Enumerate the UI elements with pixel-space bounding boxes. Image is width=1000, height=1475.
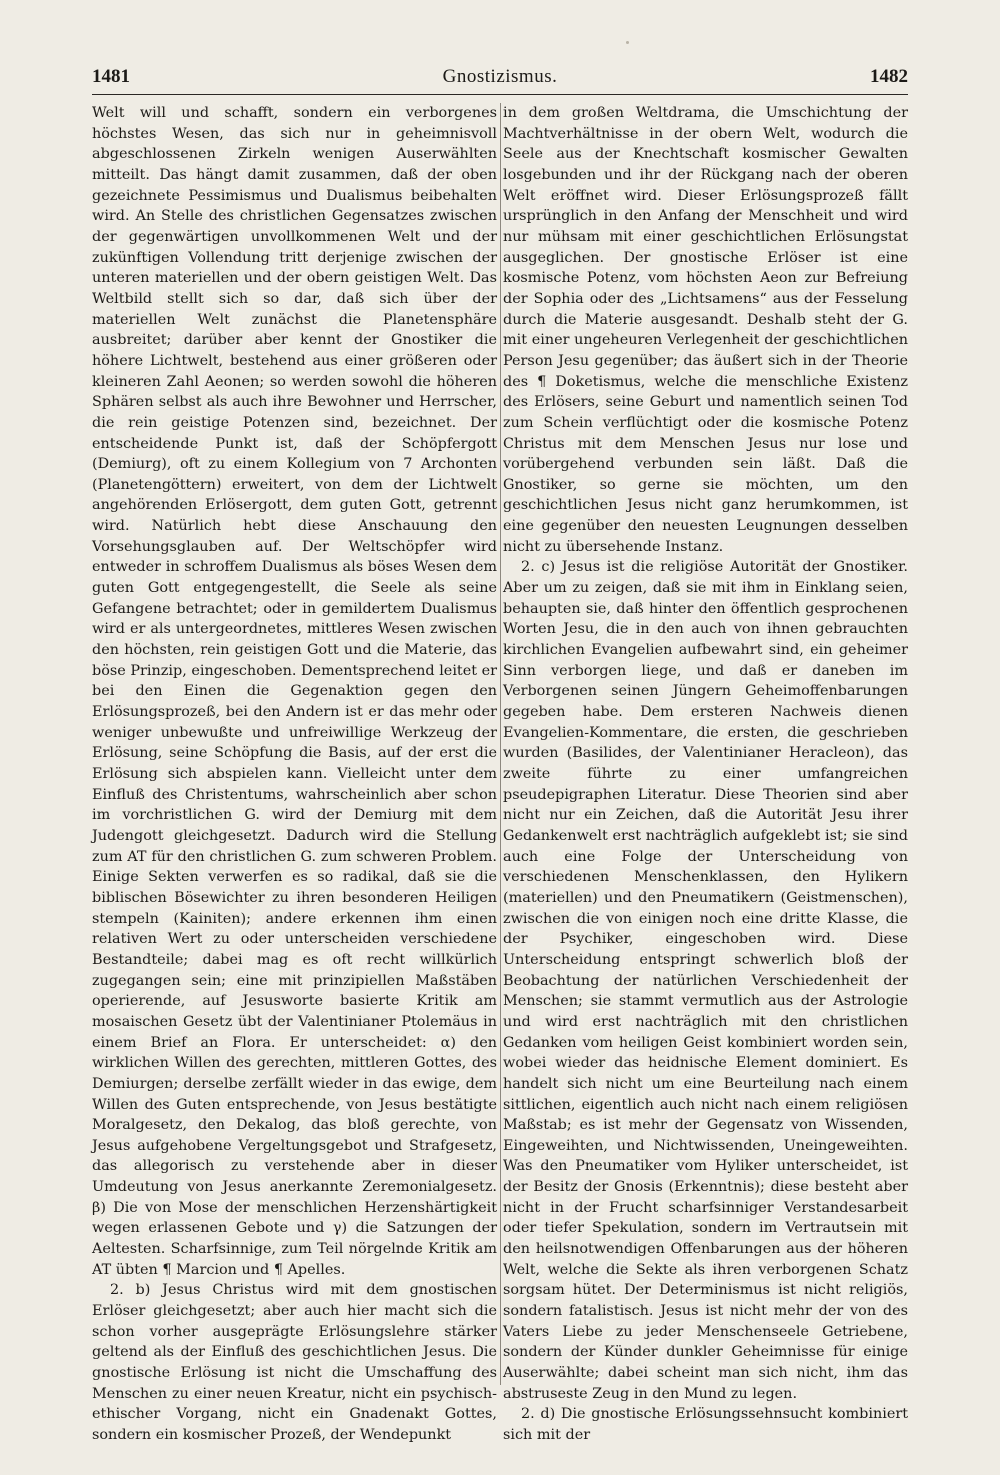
right-column bbox=[503, 103, 908, 1443]
right-paragraph-1: in dem großen Weltdrama, die Umschichtung der Machtverhältnisse in der obern Welt, wodurch die Seele aus der Knechtschaft kosmischer Gewalten losgebunden und ihr der Rückgang nach der oberen Welt eröffnet wird. Dieser Erlösungsprozeß fällt ursprünglich in den Anfang der Menschheit und wird nur mühsam mit einer geschichtlichen Erlösungstat ausgeglichen. Der gnostische Erlöser ist eine kosmische Potenz, vom höchsten Aeon zur Befreiung der Sophia oder des „Lichtsamens“ aus der Fesselung durch die Materie ausgesandt. Deshalb steht der G. mit einer ungeheuren Verlegenheit der geschichtlichen Person Jesu gegenüber; das äußert sich in der Theorie des ¶ Doketismus, welche die menschliche Existenz des Erlösers, seine Geburt und namentlich seinen Tod zum Schein verflüchtigt oder die kosmische Potenz Christus mit dem Menschen Jesus nur lose und vorübergehend verbunden sein läßt. Daß die Gnostiker, so gerne sie möchten, um den geschichtlichen Jesus nicht ganz herumkommen, ist eine gegenüber den neuesten Leugnungen desselben nicht zu übersehende Instanz. bbox=[503, 105, 908, 555]
right-paragraph-2: 2. c) Jesus ist die religiöse Autorität der Gnostiker. Aber um zu zeigen, daß sie mit ihm in Einklang seien, behaupten sie, daß hinter den öffentlich gesprochenen Worten Jesu, die in den auch von ihnen gebrauchten kirchlichen Evangelien aufbewahrt sind, ein geheimer Sinn verborgen liege, und daß er daneben im Verborgenen seinen Jüngern Geheimoffenbarungen gegeben habe. Dem ersteren Nachweis dienen Evangelien-Kommentare, die ersten, die geschrieben wurden (Basilides, der Valentinianer Heracleon), das zweite führte zu einer umfangreichen pseudepigraphen Literatur. Diese Theorien sind aber nicht nur ein Zeichen, daß die Autorität Jesu ihrer Gedankenwelt erst nachträglich aufgeklebt ist; sie sind auch eine Folge der Unterscheidung von verschiedenen Menschenklassen, den Hylikern (materiellen) und den Pneumatikern (Geistmenschen), zwischen die von einigen noch eine dritte Klasse, die der Psychiker, eingeschoben wird. Diese Unterscheidung entspringt schwerlich bloß der Beobachtung der natürlichen Verschiedenheit der Menschen; sie stammt vermutlich aus der Astrologie und wird erst nachträglich mit den christlichen Gedanken vom heiligen Geist kombiniert worden sein, wobei wieder das heidnische Element dominiert. Es handelt sich nicht um eine Beurteilung nach einem sittlichen, eigentlich auch nicht nach einem religiösen Maßstab; es ist mehr der Gegensatz von Wissenden, Eingeweihten, und Nichtwissenden, Uneingeweihten. Was den Pneumatiker vom Hyliker unterscheidet, ist der Besitz der Gnosis (Erkenntnis); diese besteht aber nicht in der Frucht scharfsinniger Verstandesarbeit oder tiefer Spekulation, sondern im Vertrautsein mit den heilsnotwendigen Offenbarungen aus der höheren Welt, welche die Sekte als ihren verborgenen Schatz sorgsam hütet. Der Determinismus ist nicht religiös, sondern fatalistisch. Jesus ist nicht mehr der von des Vaters Liebe zu jeder Menschenseele Getriebene, sondern der Künder dunkler Geheimnisse für einige Auserwählte; dabei scheint man sich nicht, ihm das abstruseste Zeug in den Mund zu legen. bbox=[503, 559, 908, 1402]
left-column bbox=[92, 103, 497, 1443]
page-number-left: 1481 bbox=[92, 66, 130, 87]
left-paragraph-2: 2. b) Jesus Christus wird mit dem gnostischen Erlöser gleichgesetzt; aber auch hier macht sich die schon vorher ausgeprägte Erlösungslehre stärker geltend als der Einfluß des geschichtlichen Jesus. Die gnostische Erlösung ist nicht die Umschaffung des Menschen zu einer neuen Kreatur, nicht ein psychisch-ethischer Vorgang, nicht ein Gnadenakt Gottes, sondern ein kosmischer Prozeß, der Wendepunkt bbox=[92, 1282, 497, 1443]
right-paragraph-3: 2. d) Die gnostische Erlösungssehnsucht kombiniert sich mit der bbox=[503, 1406, 908, 1443]
paper-speck bbox=[626, 41, 629, 44]
left-paragraph-1: Welt will und schafft, sondern ein verborgenes höchstes Wesen, das sich nur in geheimnisvoll abgeschlossenen Zirkeln wenigen Auserwählten mitteilt. Das hängt damit zusammen, daß der oben gezeichnete Pessimismus und Dualismus beibehalten wird. An Stelle des christlichen Gegensatzes zwischen der gegenwärtigen unvollkommenen Welt und der zukünftigen Vollendung tritt derjenige zwischen der unteren materiellen und der obern geistigen Welt. Das Weltbild stellt sich so dar, daß sich über der materiellen Welt zunächst die Planetensphäre ausbreitet; darüber aber kennt der Gnostiker die höhere Lichtwelt, bestehend aus einer größeren oder kleineren Zahl Aeonen; so werden sowohl die höheren Sphären selbst als auch ihre Bewohner und Herrscher, die rein geistige Potenzen sind, bezeichnet. Der entscheidende Punkt ist, daß der Schöpfergott (Demiurg), oft zu einem Kollegium von 7 Archonten (Planetengöttern) erweitert, von dem der Lichtwelt angehörenden Erlösergott, dem guten Gott, getrennt wird. Natürlich hebt diese Anschauung den Vorsehungsglauben auf. Der Weltschöpfer wird entweder in schroffem Dualismus als böses Wesen dem guten Gott entgegengestellt, die Seele als seine Gefangene betrachtet; oder in gemildertem Dualismus wird er als untergeordnetes, mittleres Wesen zwischen den höchsten, rein geistigen Gott und die Materie, das böse Prinzip, eingeschoben. Dementsprechend leitet er bei den Einen die Gegenaktion gegen den Erlösungsprozeß, bei den Andern ist er das mehr oder weniger unbewußte und unfreiwillige Werkzeug der Erlösung, seine Schöpfung die Basis, auf der erst die Erlösung sich abspielen kann. Vielleicht unter dem Einfluß des Christentums, wahrscheinlich aber schon im vorchristlichen G. wird der Demiurg mit dem Judengott gleichgesetzt. Dadurch wird die Stellung zum AT für den christlichen G. zum schweren Problem. Einige Sekten verwerfen es so radikal, daß sie die biblischen Bösewichter zu ihren besonderen Heiligen stempeln (Kainiten); andere erkennen ihm einen relativen Wert zu oder unterscheiden verschiedene Bestandteile; dabei mag es oft recht willkürlich zugegangen sein; eine mit prinzipiellen Maßstäben operierende, auf Jesusworte basierte Kritik am mosaischen Gesetz übt der Valentinianer Ptolemäus in einem Brief an Flora. Er unterscheidet: α) den wirklichen Willen des gerechten, mittleren Gottes, des Demiurgen; derselbe zerfällt wieder in das ewige, dem Willen des Guten entsprechende, von Jesus bestätigte Moralgesetz, den Dekalog, das bloß gerechte, von Jesus aufgehobene Vergeltungsgebot und Strafgesetz, das allegorisch zu verstehende aber in dieser Umdeutung von Jesus anerkannte Zeremonialgesetz. β) Die von Mose der menschlichen Herzenshärtigkeit wegen erlassenen Gebote und γ) die Satzungen der Aeltesten. Scharfsinnige, zum Teil nörgelnde Kritik am AT übten ¶ Marcion und ¶ Apelles. bbox=[92, 105, 497, 1278]
page-header bbox=[92, 64, 908, 95]
page-number-right: 1482 bbox=[870, 66, 908, 87]
column-divider bbox=[500, 103, 501, 1385]
running-title: Gnostizismus. bbox=[442, 66, 558, 87]
